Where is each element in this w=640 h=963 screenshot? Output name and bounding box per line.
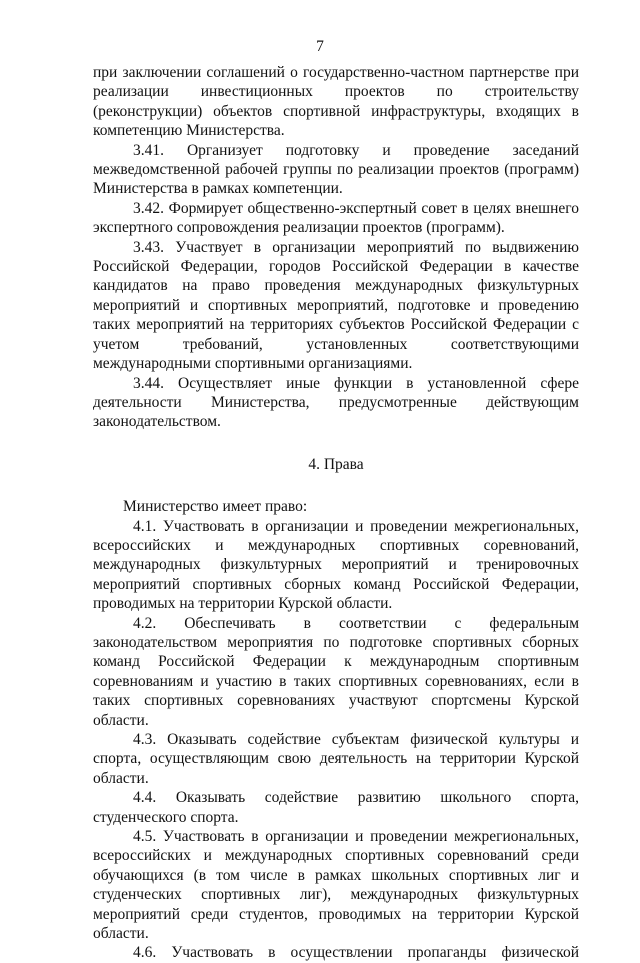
paragraph-3-41: 3.41. Организует подготовку и проведение заседаний межведомственной рабочей группы по реализации проектов (программ) Министерства в рамках компетенции. (93, 141, 579, 198)
paragraph-4-3: 4.3. Оказывать содействие субъектам физической культуры и спорта, осуществляющим свою деятельность на территории Курской области. (93, 731, 579, 787)
paragraph-3-42: 3.42. Формирует общественно-экспертный совет в целях внешнего экспертного сопровождения реализации проектов (программ). (93, 199, 579, 237)
paragraph-3-43: 3.43. Участвует в организации мероприятий по выдвижению Российской Федерации, городов Российской Федерации в качестве кандидатов на право проведения международных физкультурных мероприятий и спортивных мероприятий, подготовке и проведению таких мероприятий на территориях субъектов Российской Федерации с учетом требований, установленных соответствующими международными спортивными организациями. (93, 238, 579, 373)
paragraph-continuation: при заключении соглашений о государственно-частном партнерстве при реализации инвестиционных проектов по строительству (реконструкции) объектов спортивной инфраструктуры, входящих в компетенцию Министерства. (93, 64, 579, 140)
page-number: 7 (316, 38, 324, 55)
paragraph-4-4: 4.4. Оказывать содействие развитию школьного спорта, студенческого спорта. (93, 789, 579, 826)
section-heading: 4. Права (308, 455, 364, 473)
paragraph-4-2: 4.2. Обеспечивать в соответствии с федеральным законодательством мероприятия по подготовке спортивных сборных команд Российской Федерации к международным спортивным соревнованиям и участию в таких спортивных соревнованиях, если в таких спортивных соревнованиях участвуют спортсмены Курской области. (93, 614, 579, 729)
paragraph-4-1: 4.1. Участвовать в организации и проведении межрегиональных, всероссийских и международных спортивных соревнований, международных физкультурных мероприятий и тренировочных мероприятий спортивных сборных команд Российской Федерации, проводимых на территории Курской области. (93, 517, 579, 613)
paragraph-4-5: 4.5. Участвовать в организации и проведении межрегиональных, всероссийских и международных спортивных соревнований среди обучающихся (в том числе в рамках школьных спортивных лиг и студенческих спортивных лиг), международных физкультурных мероприятий среди студентов, проводимых на территории Курской области. (93, 828, 579, 943)
paragraph-4-6: 4.6. Участвовать в осуществлении пропаганды физической (133, 944, 579, 962)
paragraph-3-44: 3.44. Осуществляет иные функции в установленной сфере деятельности Министерства, предусмотренные действующим законодательством. (93, 374, 579, 431)
section-intro: Министерство имеет право: (123, 498, 308, 516)
document-body (93, 63, 579, 963)
